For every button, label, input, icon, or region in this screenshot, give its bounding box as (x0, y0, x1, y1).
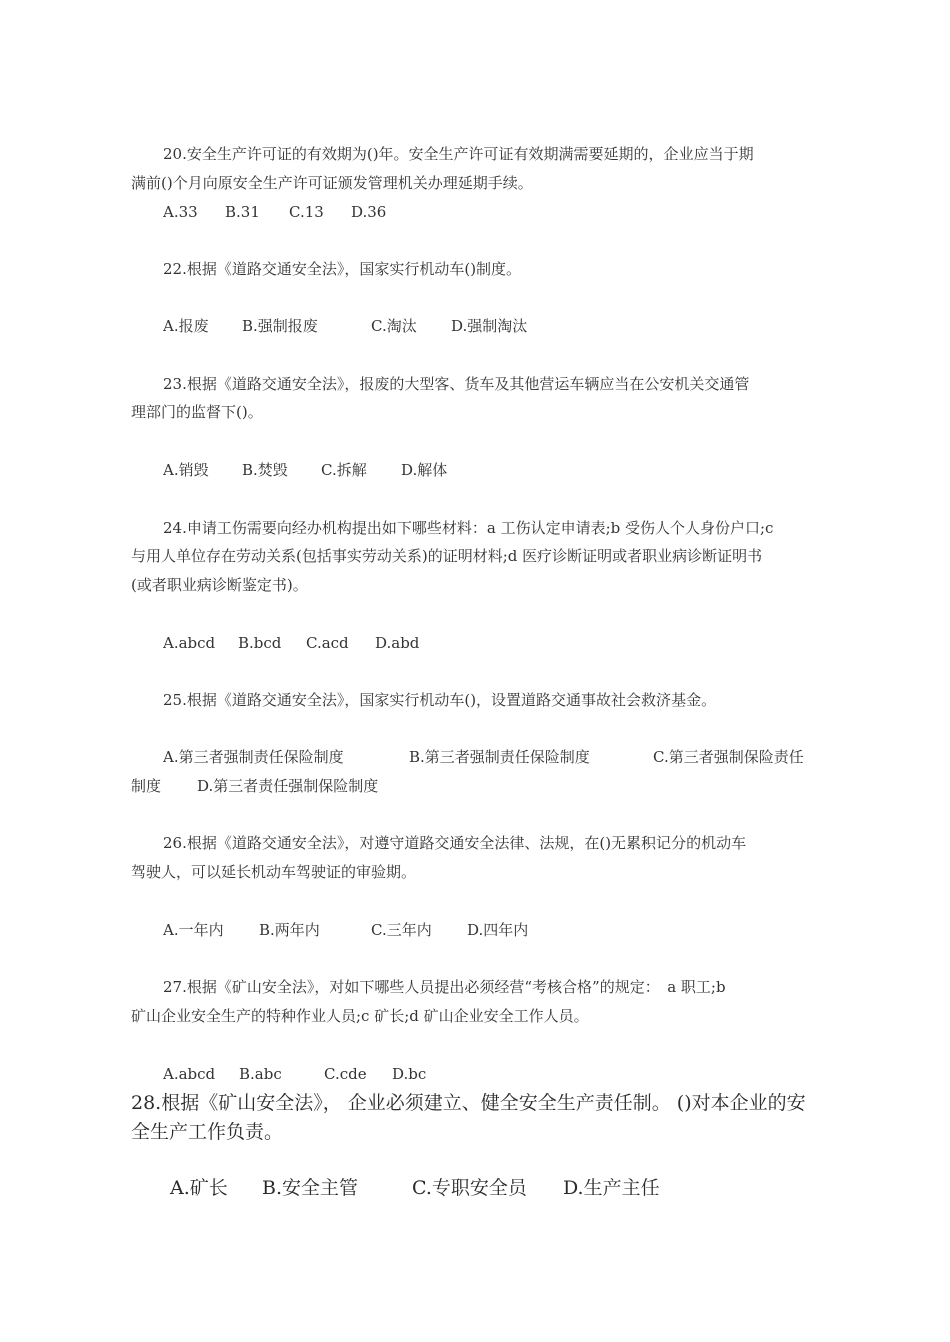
option-b: B.bcd (238, 634, 282, 652)
question-28-options (170, 1173, 660, 1204)
option-a: A.报废 (163, 317, 209, 335)
option-c: C.拆解 (321, 461, 367, 479)
option-d: D.bc (392, 1065, 427, 1083)
question-22-options (163, 312, 821, 341)
option-c: C.cde (324, 1065, 367, 1083)
question-25-options-line-2 (131, 772, 821, 801)
option-b: B.强制报废 (242, 317, 318, 335)
option-d: D.36 (351, 203, 387, 221)
option-c: C.acd (306, 634, 349, 652)
option-d: D.强制淘汰 (451, 317, 528, 335)
option-d: D.四年内 (467, 921, 529, 939)
question-26-line-1: 26.根据《道路交通安全法》，对遵守道路交通安全法律、法规，在()无累积记分的机动车 (163, 834, 747, 852)
option-b: B.abc (239, 1065, 282, 1083)
option-a: A.abcd (163, 1065, 216, 1083)
option-d: D.第三者责任强制保险制度 (197, 777, 379, 795)
question-22-line-1: 22.根据《道路交通安全法》，国家实行机动车()制度。 (163, 260, 522, 278)
option-c-continued: 制度 (131, 777, 162, 795)
question-23-options (163, 456, 821, 485)
option-a: A.一年内 (163, 921, 224, 939)
question-26-options (163, 916, 821, 945)
option-d: D.生产主任 (563, 1177, 660, 1199)
question-23-line-1: 23.根据《道路交通安全法》，报废的大型客、货车及其他营运车辆应当在公安机关交通管 (163, 375, 750, 393)
question-28-line-1: 28.根据《矿山安全法》， 企业必须建立、健全安全生产责任制。 ()对本企业的安 (131, 1092, 806, 1114)
option-c: C.第三者强制保险责任 (653, 748, 804, 766)
option-a: A.第三者强制责任保险制度 (163, 748, 344, 766)
question-24-line-3: (或者职业病诊断鉴定书)。 (131, 576, 308, 594)
question-24-options (163, 629, 821, 658)
question-28-line-2: 全生产工作负责。 (131, 1121, 284, 1143)
option-b: B.焚毁 (242, 461, 288, 479)
question-27-options (163, 1060, 821, 1089)
question-26-line-2: 驾驶人，可以延长机动车驾驶证的审验期。 (131, 863, 417, 881)
option-c: C.淘汰 (371, 317, 417, 335)
option-a: A.销毁 (163, 461, 209, 479)
question-23-line-2: 理部门的监督下()。 (131, 403, 263, 421)
option-c: C.专职安全员 (412, 1177, 527, 1199)
option-a: A.abcd (163, 634, 216, 652)
option-c: C.三年内 (371, 921, 432, 939)
option-b: B.第三者强制责任保险制度 (409, 748, 590, 766)
option-c: C.13 (289, 203, 324, 221)
question-20-options (163, 198, 821, 227)
option-d: D.abd (375, 634, 420, 652)
question-24-line-1: 24.申请工伤需要向经办机构提出如下哪些材料：a 工伤认定申请表;b 受伤人个人身份户口;c (163, 519, 774, 537)
option-a: A.33 (163, 203, 198, 221)
question-24-line-2: 与用人单位存在劳动关系(包括事实劳动关系)的证明材料;d 医疗诊断证明或者职业病诊断证明书 (131, 547, 763, 565)
question-20-line-1: 20.安全生产许可证的有效期为()年。安全生产许可证有效期满需要延期的，企业应当于期 (163, 145, 754, 163)
option-b: B.31 (225, 203, 260, 221)
option-b: B.安全主管 (262, 1177, 359, 1199)
question-27-line-1: 27.根据《矿山安全法》，对如下哪些人员提出必须经营“考核合格”的规定： a 职工;b (163, 978, 726, 996)
option-b: B.两年内 (259, 921, 320, 939)
option-a: A.矿长 (170, 1177, 228, 1199)
question-25-line-1: 25.根据《道路交通安全法》，国家实行机动车()，设置道路交通事故社会救济基金。 (163, 691, 717, 709)
option-d: D.解体 (401, 461, 448, 479)
question-20-line-2: 满前()个月向原安全生产许可证颁发管理机关办理延期手续。 (131, 174, 533, 192)
question-27-line-2: 矿山企业安全生产的特种作业人员;c 矿长;d 矿山企业安全工作人员。 (131, 1007, 589, 1025)
question-25-options-line-1 (163, 743, 821, 772)
